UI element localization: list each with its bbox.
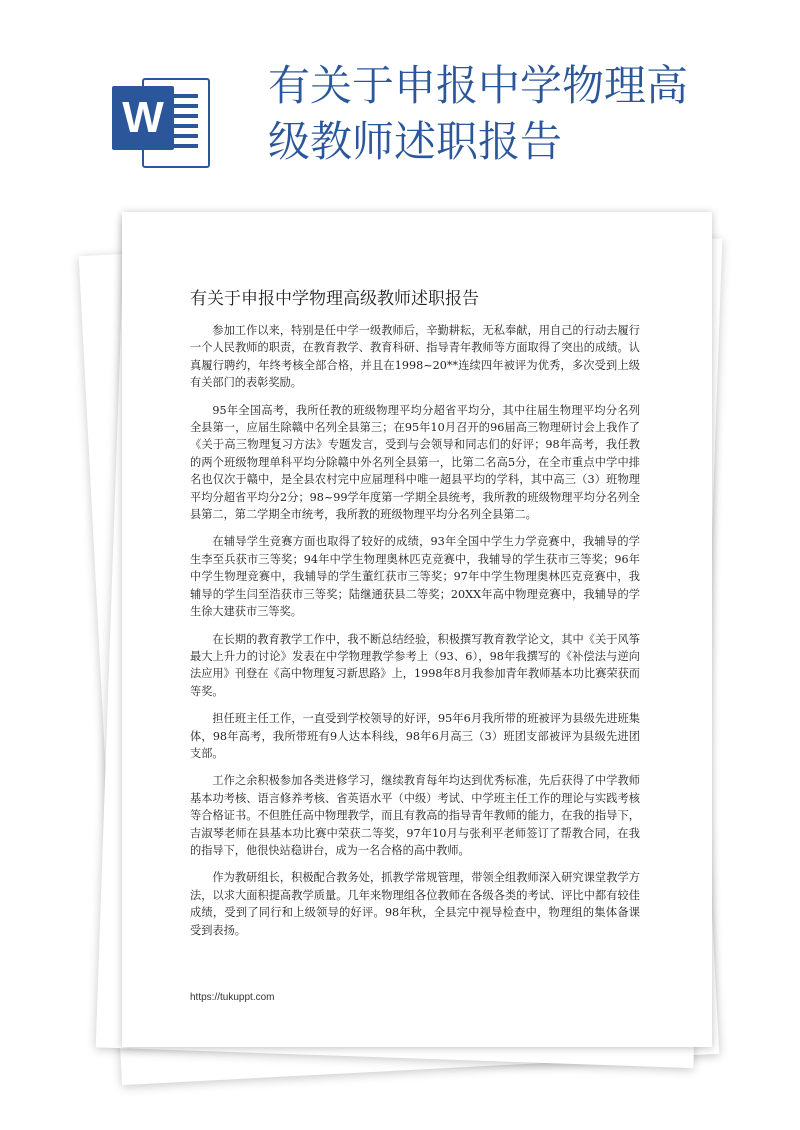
paragraph-4: 在长期的教育教学工作中，我不断总结经验，积极撰写教育教学论文，其中《关于风筝最大上升力的讨论》发表在中学物理教学参考上（93、6），98年我撰写的《补偿法与逆向法应用》刊登在《高中物理复习新思路》上，1998年8月我参加青年教师基本功比赛荣获而等奖。 [190,632,640,698]
word-logo-letter: W [112,86,174,150]
text-line-icon [170,124,198,128]
document-title: 有关于申报中学物理高级教师述职报告 [190,289,479,309]
word-document-icon [112,72,212,172]
text-line-icon [170,114,198,118]
paragraph-1: 参加工作以来，特别是任中学一级教师后，辛勤耕耘，无私奉献，用自己的行动去履行一个人民教师的职责，在教育教学、教育科研、指导青年教师等方面取得了突出的成绩。认真履行聘约，年终考核全部合格，并且在1998~20**连续四年被评为优秀，多次受到上级有关部门的表彰奖励。 [190,324,640,390]
text-line-icon [170,144,198,148]
header-title: 有关于申报中学物理高级教师述职报告 [268,61,689,166]
paragraph-7: 作为教研组长，积极配合教务处，抓教学常规管理，带领全组教师深入研究课堂教学方法，以求大面积提高教学质量。几年来物理组各位教师在各级各类的考试、评比中都有较佳成绩，受到了同行和上级领导的好评。98年秋，全县完中视导检查中，物理组的集体备课受到表扬。 [190,871,640,937]
document-page [122,212,712,1047]
footer-url: https://tukuppt.com [190,992,275,1003]
paragraph-2: 95年全国高考，我所任教的班级物理平均分超省平均分，其中往届生物理平均分名列全县第一，应届生除赣中名列全县第三；在95年10月召开的96届高三物理研讨会上我作了《关于高三物理复习方法》专题发言，受到与会领导和同志们的好评；98年高考，我任教的两个班级物理单科平均分除赣中外名列全县第一，比第二名高5分，在全市重点中学中排名也仅次于赣中，是全县农村完中应届理科中唯一超县平均的学科，其中高三（3）班物理平均分超省平均分2分；98~99学年度第一学期全县统考，我所教的班级物理平均分名列全县第二，第二学期全市统考，我所教的班级物理平均分名列全县第二。 [190,403,640,522]
text-line-icon [170,104,198,108]
paragraph-5: 担任班主任工作，一直受到学校领导的好评，95年6月我所带的班被评为县级先进班集体，98年高考，我所带班有9人达本科线，98年6月高三（3）班团支部被评为县级先进团支部。 [190,712,640,760]
text-line-icon [170,94,198,98]
paragraph-6: 工作之余积极参加各类进修学习，继续教育每年均达到优秀标准，先后获得了中学教师基本功考核、语言修养考核、省英语水平（中级）考试、中学班主任工作的理论与实践考核等合格证书。不但胜任高中物理教学，而且有教高的指导青年教师的能力，在我的指导下，吉淑琴老师在县基本功比赛中荣获二等奖，97年10月与张利平老师签订了帮教合同，在我的指导下，他很快站稳讲台，成为一名合格的高中教师。 [190,774,640,857]
text-line-icon [170,134,198,138]
document-body [190,322,640,949]
paragraph-3: 在辅导学生竞赛方面也取得了较好的成绩，93年全国中学生力学竞赛中，我辅导的学生李至兵获市三等奖；94年中学生物理奥林匹克竞赛中，我辅导的学生获市三等奖；96年中学生物理竞赛中，我辅导的学生董红获市三等奖；97年中学生物理奥林匹克竞赛中，我辅导的学生闫至浩获市三等奖；陆继通获县二等奖；20XX年高中物理竞赛中，我辅导的学生徐大建获市三等奖。 [190,535,640,619]
